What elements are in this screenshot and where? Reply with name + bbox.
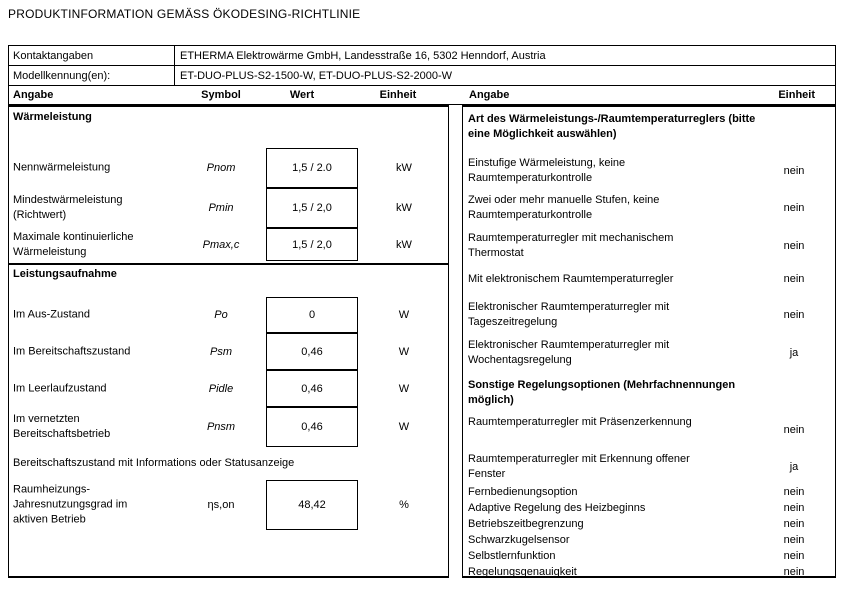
- spec-label: Im Aus-Zustand: [13, 308, 91, 321]
- spec-value-box: [266, 297, 358, 333]
- spec-unit: W: [398, 382, 410, 395]
- control-value: nein: [783, 549, 805, 562]
- spec-value: 1,5 / 2,0: [292, 202, 332, 214]
- spec-unit: kW: [396, 162, 412, 174]
- control-item: [468, 533, 830, 546]
- spec-row-psm: [9, 333, 448, 370]
- control-value: nein: [783, 309, 805, 321]
- control-value: nein: [783, 517, 805, 530]
- control-value: nein: [783, 165, 805, 177]
- section-title-waermeleistung: Wärmeleistung: [13, 111, 92, 123]
- control-value: nein: [783, 533, 805, 546]
- control-label: Betriebszeitbegrenzung: [468, 518, 584, 530]
- spec-symbol: Pidle: [208, 382, 234, 395]
- spec-label: Maximale kontinuierliche Wärmeleistung: [13, 230, 134, 258]
- spec-value-box: [266, 407, 358, 447]
- spec-unit: kW: [396, 202, 412, 214]
- spec-value-box: [266, 480, 358, 530]
- control-section-title-sonstige: Sonstige Regelungsoptionen (Mehrfachnennungen möglich): [468, 379, 736, 406]
- spec-unit: %: [399, 499, 409, 511]
- control-item: [468, 549, 830, 562]
- spec-unit: W: [398, 309, 410, 321]
- control-label: Elektronischer Raumtemperaturregler mit Wochentagsregelung: [468, 339, 670, 366]
- spec-label: Raumheizungs-Jahresnutzungsgrad im aktiven Betrieb: [13, 483, 128, 526]
- column-header-symbol: Symbol: [201, 89, 241, 101]
- control-item: [468, 501, 830, 514]
- control-value: ja: [789, 347, 799, 359]
- spec-unit: W: [398, 345, 410, 358]
- left-spec-panel: [8, 105, 449, 578]
- control-item: [468, 565, 830, 578]
- control-item: [468, 338, 830, 368]
- control-label: Elektronischer Raumtemperaturregler mit Tageszeitregelung: [468, 301, 670, 328]
- info-header-table: [8, 45, 836, 105]
- control-label: Raumtemperaturregler mit Erkennung offener Fenster: [468, 453, 690, 480]
- spec-value: 0: [308, 309, 316, 321]
- spec-row-pidle: [9, 370, 448, 407]
- spec-value: 1,5 / 2.0: [292, 162, 332, 174]
- control-value: nein: [783, 240, 805, 252]
- spec-symbol: Po: [214, 309, 228, 321]
- spec-symbol: Psm: [210, 345, 232, 358]
- control-label: Einstufige Wärmeleistung, keine Raumtemperaturkontrolle: [468, 157, 626, 184]
- control-value: nein: [783, 501, 805, 514]
- spec-unit: kW: [396, 238, 412, 251]
- spec-row-pnom: [9, 148, 448, 188]
- column-header-angabe-right: Angabe: [469, 89, 510, 101]
- section-title-leistungsaufnahme: Leistungsaufnahme: [13, 268, 117, 280]
- control-item: [468, 193, 830, 223]
- column-header-row: [9, 86, 835, 104]
- spec-value: 0,46: [301, 382, 323, 395]
- spec-label: Im vernetzten Bereitschaftsbetrieb: [13, 413, 111, 440]
- spec-unit: W: [398, 421, 410, 433]
- control-label: Fernbedienungsoption: [468, 486, 578, 498]
- spec-value: 0,46: [301, 421, 323, 433]
- column-header-angabe-left: Angabe: [13, 89, 54, 101]
- contact-value: ETHERMA Elektrowärme GmbH, Landesstraße 16, 5302 Henndorf, Austria: [180, 49, 546, 62]
- spec-symbol: Pmax,c: [202, 238, 240, 251]
- control-item: [468, 517, 830, 530]
- control-value: nein: [783, 565, 805, 578]
- control-label: Raumtemperaturregler mit mechanischem Thermostat: [468, 232, 674, 259]
- spec-label: Nennwärmeleistung: [13, 161, 111, 174]
- cell-divider: [174, 46, 175, 65]
- control-label: Selbstlernfunktion: [468, 550, 556, 562]
- control-label: Schwarzkugelsensor: [468, 534, 570, 546]
- model-label: Modellkennung(en):: [13, 69, 111, 82]
- control-label: Mit elektronischem Raumtemperaturregler: [468, 273, 674, 285]
- control-item: [468, 272, 830, 285]
- control-item: [468, 156, 830, 186]
- spec-label: Im Leerlaufzustand: [13, 382, 107, 394]
- control-item: [468, 300, 830, 330]
- spec-row-eta-s-on: [9, 480, 448, 530]
- spec-value-box: [266, 148, 358, 188]
- control-label: Zwei oder mehr manuelle Stufen, keine Raumtemperaturkontrolle: [468, 194, 660, 221]
- spec-symbol: Pnsm: [206, 421, 236, 433]
- control-section-title-art: Art des Wärmeleistungs-/Raumtemperaturreglers (bitte eine Möglichkeit auswählen): [468, 113, 756, 140]
- control-item: [468, 415, 830, 445]
- spec-symbol: ηs,on: [207, 499, 235, 511]
- spec-row-po: [9, 297, 448, 333]
- column-header-wert: Wert: [289, 89, 315, 101]
- spec-row-pnsm: [9, 407, 448, 447]
- model-value: ET-DUO-PLUS-S2-1500-W, ET-DUO-PLUS-S2-2000-W: [180, 69, 453, 82]
- standby-status-note: Bereitschaftszustand mit Informations oder Statusanzeige: [13, 457, 295, 469]
- document-title: PRODUKTINFORMATION GEMÄSS ÖKODESING-RICHTLINIE: [8, 7, 361, 21]
- control-value: nein: [783, 424, 805, 436]
- spec-symbol: Pnom: [206, 162, 236, 174]
- column-header-einheit-right: Einheit: [778, 89, 815, 101]
- model-row: [9, 66, 835, 86]
- control-item: [468, 452, 830, 482]
- contact-label: Kontaktangaben: [13, 49, 94, 62]
- spec-row-pmin: [9, 188, 448, 228]
- control-item: [468, 231, 830, 261]
- control-value: nein: [783, 202, 805, 214]
- control-label: Regelungsgenauigkeit: [468, 566, 577, 578]
- spec-value-box: [266, 188, 358, 228]
- control-value: nein: [783, 485, 805, 498]
- spec-value: 0,46: [301, 345, 323, 358]
- spec-label: Im Bereitschaftszustand: [13, 345, 131, 357]
- control-label: Raumtemperaturregler mit Präsenzerkennung: [468, 416, 692, 428]
- contact-row: [9, 46, 835, 66]
- spec-value-box: [266, 370, 358, 407]
- spec-value-box: [266, 228, 358, 261]
- spec-symbol: Pmin: [208, 202, 234, 214]
- spec-value: 48,42: [298, 499, 326, 511]
- right-control-panel: [462, 105, 836, 578]
- spec-value: 1,5 / 2,0: [292, 238, 332, 251]
- spec-row-pmaxc: [9, 228, 448, 261]
- control-item: [468, 485, 830, 498]
- spec-value-box: [266, 333, 358, 370]
- section-divider-line: [9, 263, 448, 265]
- cell-divider: [174, 66, 175, 85]
- spec-label: Mindestwärmeleistung (Richtwert): [13, 194, 123, 221]
- control-value: ja: [789, 461, 799, 473]
- column-header-einheit-left: Einheit: [379, 89, 417, 101]
- control-label: Adaptive Regelung des Heizbeginns: [468, 502, 646, 514]
- control-value: nein: [783, 272, 805, 285]
